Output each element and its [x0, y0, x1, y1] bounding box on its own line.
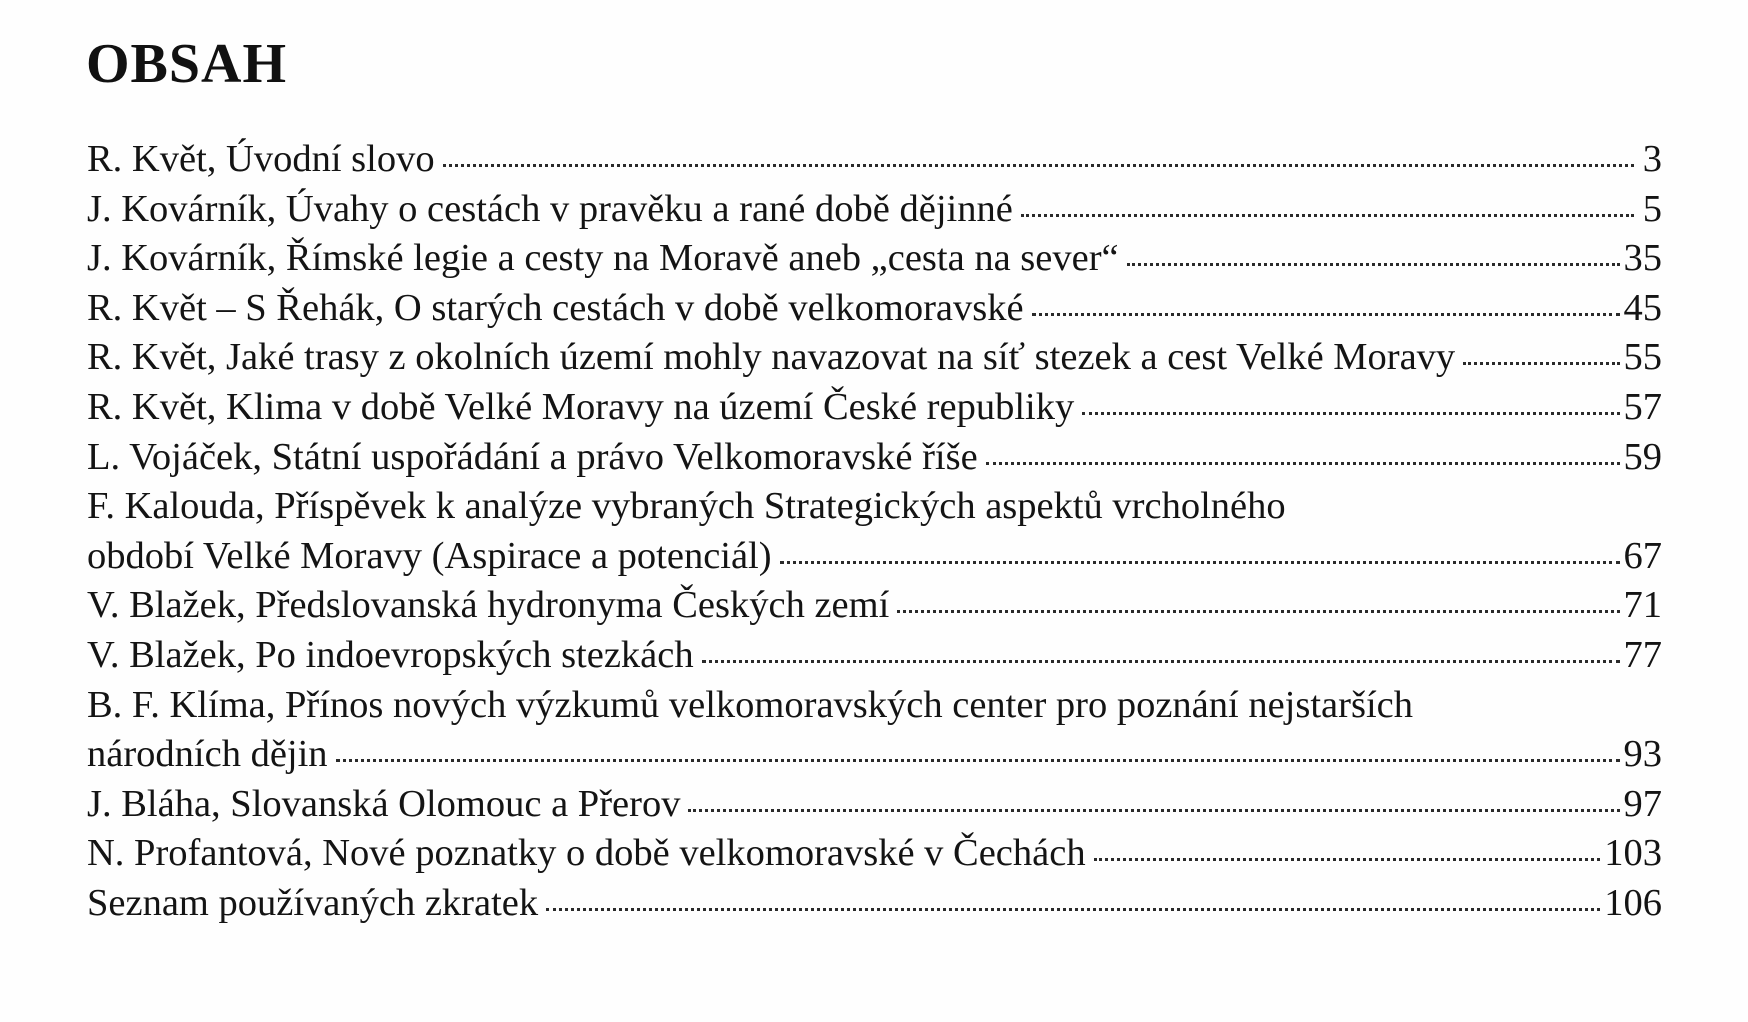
entry-title: Seznam používaných zkratek: [87, 881, 539, 924]
entry-title: období Velké Moravy (Aspirace a potenciál): [87, 534, 772, 577]
dot-leader: [1021, 214, 1634, 217]
page-number: 3: [1642, 138, 1662, 180]
entry-title: R. Květ, Úvodní slovo: [87, 138, 435, 180]
page-number: 45: [1623, 286, 1662, 329]
toc-entry: [87, 581, 1662, 631]
entry-title: V. Blažek, Předslovanská hydronyma Českých zemí: [87, 584, 890, 627]
page-number: 67: [1623, 534, 1662, 577]
toc-entry: [87, 829, 1662, 879]
dot-leader: [1094, 858, 1601, 861]
dot-leader: [897, 610, 1619, 613]
dot-leader: [1463, 362, 1619, 365]
page-number: 59: [1623, 435, 1662, 478]
dot-leader: [780, 561, 1620, 564]
page-number: 97: [1623, 782, 1662, 825]
page-number: 57: [1623, 385, 1662, 428]
entry-title: V. Blažek, Po indoevropských stezkách: [87, 633, 694, 676]
toc-heading: OBSAH: [86, 33, 288, 95]
dot-leader: [336, 759, 1620, 762]
toc-entry: [87, 482, 1662, 581]
entry-title: L. Vojáček, Státní uspořádání a právo Velkomoravské říše: [87, 435, 978, 478]
toc-entry: [87, 383, 1662, 433]
dot-leader: [443, 164, 1634, 167]
toc-entry: [87, 879, 1662, 929]
toc-entry: [87, 284, 1662, 334]
entry-title: J. Kovárník, Úvahy o cestách v pravěku a rané době dějinné: [87, 187, 1013, 230]
page-number: 5: [1642, 187, 1662, 230]
page-number: 35: [1623, 237, 1662, 280]
page-number: 71: [1623, 584, 1662, 627]
page-number: 106: [1604, 881, 1662, 924]
dot-leader: [1127, 263, 1620, 266]
entry-title: R. Květ, Jaké trasy z okolních území mohly navazovat na síť stezek a cest Velké Moravy: [87, 336, 1456, 379]
dot-leader: [702, 660, 1620, 663]
toc-entry: [87, 631, 1662, 681]
entry-title-line-1: B. F. Klíma, Přínos nových výzkumů velkomoravských center pro poznání nejstarších: [87, 683, 1413, 726]
toc-entry: [87, 780, 1662, 830]
toc-entry: [87, 234, 1662, 284]
entry-title: J. Bláha, Slovanská Olomouc a Přerov: [87, 782, 681, 825]
toc-entry: [87, 433, 1662, 483]
page-number: 55: [1623, 336, 1662, 379]
page-number: 93: [1623, 733, 1662, 776]
entry-title: R. Květ, Klima v době Velké Moravy na území České republiky: [87, 385, 1075, 428]
dot-leader: [1082, 412, 1619, 415]
dot-leader: [546, 908, 1600, 911]
entry-title: R. Květ – S Řehák, O starých cestách v době velkomoravské: [87, 286, 1024, 329]
toc-entry: [87, 681, 1662, 780]
entry-title: J. Kovárník, Římské legie a cesty na Moravě aneb „cesta na sever“: [87, 237, 1119, 280]
entry-title: národních dějin: [87, 733, 328, 776]
entry-title: N. Profantová, Nové poznatky o době velkomoravské v Čechách: [87, 832, 1086, 875]
dot-leader: [688, 809, 1619, 812]
dot-leader: [1032, 313, 1620, 316]
page-number: 103: [1604, 832, 1662, 875]
page-number: 77: [1623, 633, 1662, 676]
entry-title-line-1: F. Kalouda, Příspěvek k analýze vybraných Strategických aspektů vrcholného: [87, 485, 1286, 528]
toc-entry: [87, 185, 1662, 235]
table-of-contents: [87, 135, 1662, 929]
toc-entry: [87, 135, 1662, 185]
toc-entry: [87, 333, 1662, 383]
dot-leader: [986, 462, 1620, 465]
